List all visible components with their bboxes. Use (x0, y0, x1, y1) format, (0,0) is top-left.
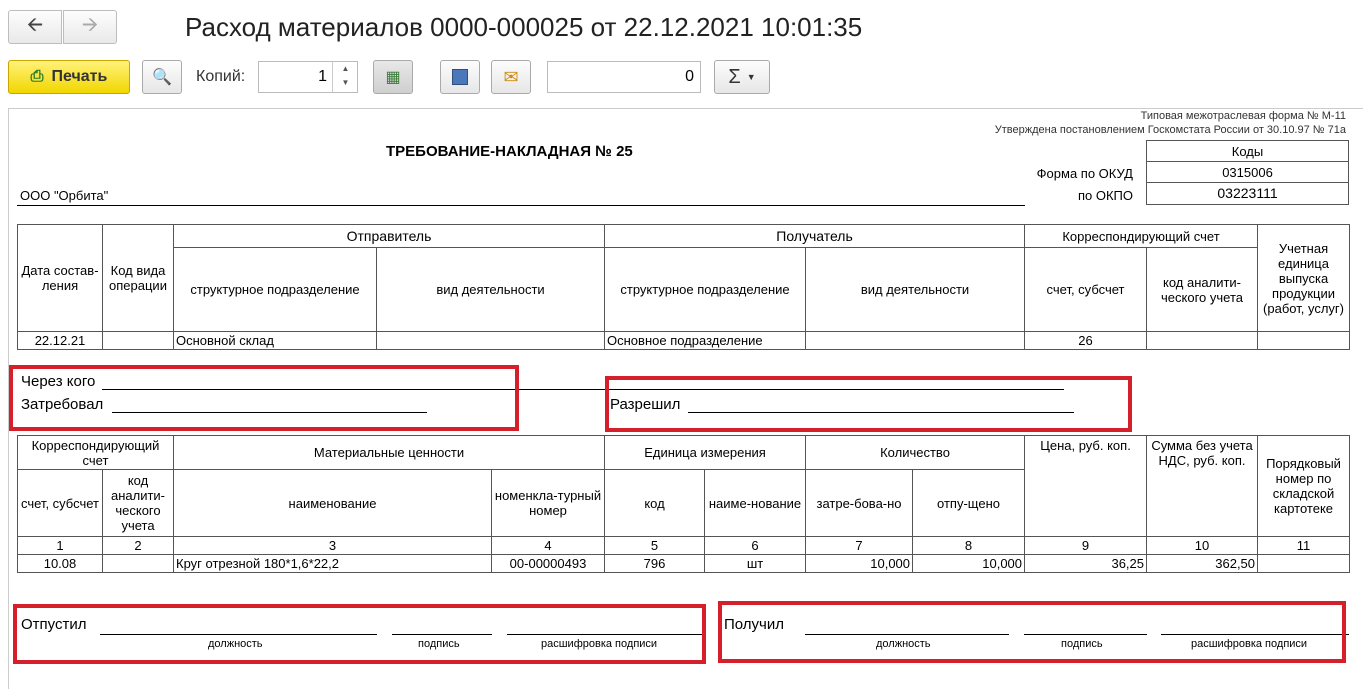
col2-corr-account: Корреспондирующий счет (18, 436, 174, 470)
col-receiver: Получатель (605, 225, 1025, 248)
cell2-unit-name: шт (705, 555, 806, 573)
print-button[interactable] (8, 60, 130, 94)
cell-sender-struct: Основной склад (174, 332, 377, 350)
cell-analytic (1147, 332, 1258, 350)
col-output-unit: Учетная единица выпуска продукции (работ, услуг) (1258, 225, 1350, 332)
cell-unit (1258, 332, 1350, 350)
col2-unit-name: наиме-нование (705, 470, 806, 537)
highlight-box-released (13, 604, 706, 664)
stepper-down-icon[interactable]: ▼ (341, 78, 350, 87)
okud-label: Форма по ОКУД (1036, 166, 1133, 181)
col-receiver-struct: структурное подразделение (605, 248, 806, 332)
sum-value: 0 (685, 68, 694, 85)
col2-card-number: Порядковый номер по складской картотеке (1258, 436, 1350, 537)
cell2-released: 10,000 (913, 555, 1025, 573)
form-standard-line1: Типовая межотраслевая форма № М-11 (1140, 110, 1346, 122)
sum-field[interactable] (547, 61, 701, 93)
cell2-account: 10.08 (18, 555, 103, 573)
col-num: 10 (1147, 537, 1258, 555)
through-label: Через кого (21, 373, 96, 390)
printer-icon: ⎙ (30, 68, 44, 85)
back-button[interactable] (8, 10, 62, 44)
envelope-icon: ✉ (503, 66, 519, 87)
col-operation-type: Код вида операции (103, 225, 174, 332)
highlight-box-received (718, 601, 1346, 663)
forward-button[interactable] (63, 10, 117, 44)
released-by-label: Отпустил (21, 616, 87, 633)
col-sender-struct: структурное подразделение (174, 248, 377, 332)
col-sender: Отправитель (174, 225, 605, 248)
col-num: 4 (492, 537, 605, 555)
col-num: 6 (705, 537, 806, 555)
print-button-label: Печать (51, 68, 108, 85)
cell-date: 22.12.21 (18, 332, 103, 350)
cell-receiver-struct: Основное подразделение (605, 332, 806, 350)
save-button[interactable] (440, 60, 480, 94)
organization-name: ООО "Орбита" (20, 188, 109, 203)
codes-table (1146, 140, 1349, 205)
form-standard-line2: Утверждена постановлением Госкомстата России от 30.10.97 № 71а (994, 124, 1346, 136)
col-sender-activity: вид деятельности (377, 248, 605, 332)
col2-sum: Сумма без учета НДС, руб. коп. (1147, 436, 1258, 537)
col2-unit: Единица измерения (605, 436, 806, 470)
col2-name: наименование (174, 470, 492, 537)
col-corr-account: Корреспондирующий счет (1025, 225, 1258, 248)
okpo-value: 03223111 (1147, 183, 1349, 205)
edit-button[interactable] (373, 60, 413, 94)
document-title: ТРЕБОВАНИЕ-НАКЛАДНАЯ № 25 (386, 143, 633, 160)
allowed-label: Разрешил (610, 396, 681, 413)
chevron-down-icon: ▼ (746, 72, 756, 82)
col2-released: отпу-щено (913, 470, 1025, 537)
magnifier-icon: 🔍 (152, 69, 172, 86)
col-num: 7 (806, 537, 913, 555)
released-decoding-caption: расшифровка подписи (541, 638, 658, 650)
cell2-card (1258, 555, 1350, 573)
arrow-left-icon: 🡨 (26, 14, 44, 36)
edit-table-icon: ▦ (385, 69, 401, 86)
cell2-analytic (103, 555, 174, 573)
table-row (18, 555, 1350, 573)
cell-optype (103, 332, 174, 350)
okpo-label: по ОКПО (1077, 188, 1133, 203)
preview-button[interactable] (142, 60, 182, 94)
col-num: 2 (103, 537, 174, 555)
email-button[interactable] (491, 60, 531, 94)
col-num: 11 (1258, 537, 1350, 555)
cell-receiver-activity (806, 332, 1025, 350)
col2-analytic: код аналити-ческого учета (103, 470, 174, 537)
floppy-disk-icon (452, 69, 468, 85)
copies-value: 1 (318, 68, 327, 85)
page-title: Расход материалов 0000-000025 от 22.12.2021 10:01:35 (185, 12, 863, 42)
okud-value: 0315006 (1147, 162, 1349, 183)
cell-sender-activity (377, 332, 605, 350)
column-numbers-row (18, 537, 1350, 555)
col-num: 5 (605, 537, 705, 555)
sum-menu-button[interactable] (714, 60, 770, 94)
col-num: 9 (1025, 537, 1147, 555)
cell2-code: 796 (605, 555, 705, 573)
copies-stepper[interactable] (332, 62, 358, 92)
organization-line (17, 205, 1025, 206)
col-num: 3 (174, 537, 492, 555)
released-signature-caption: подпись (418, 638, 460, 650)
col2-requested: затре-бова-но (806, 470, 913, 537)
col2-nomenclature: номенкла-турный номер (492, 470, 605, 537)
materials-table (17, 435, 1350, 573)
col-num: 1 (18, 537, 103, 555)
col-account: счет, субсчет (1025, 248, 1147, 332)
released-position-caption: должность (208, 638, 263, 650)
header-table (17, 224, 1350, 350)
cell2-name: Круг отрезной 180*1,6*22,2 (174, 555, 492, 573)
col2-code: код (605, 470, 705, 537)
col2-materials: Материальные ценности (174, 436, 605, 470)
highlight-box-requested (9, 365, 519, 431)
received-decoding-caption: расшифровка подписи (1191, 638, 1308, 650)
col-num: 8 (913, 537, 1025, 555)
cell-account: 26 (1025, 332, 1147, 350)
received-by-label: Получил (724, 616, 784, 633)
sigma-icon: Σ (728, 65, 741, 88)
table-row (18, 332, 1350, 350)
stepper-up-icon[interactable]: ▲ (341, 64, 350, 73)
received-signature-caption: подпись (1061, 638, 1103, 650)
codes-header: Коды (1147, 141, 1349, 162)
col-receiver-activity: вид деятельности (806, 248, 1025, 332)
col2-price: Цена, руб. коп. (1025, 436, 1147, 537)
requested-label: Затребовал (21, 396, 104, 413)
highlight-box-allowed (605, 376, 1132, 432)
cell2-price: 36,25 (1025, 555, 1147, 573)
copies-label: Копий: (196, 68, 246, 85)
col-analytic: код аналити-ческого учета (1147, 248, 1258, 332)
received-position-caption: должность (876, 638, 931, 650)
col2-quantity: Количество (806, 436, 1025, 470)
cell2-nomenclature: 00-00000493 (492, 555, 605, 573)
col-date: Дата состав-ления (18, 225, 103, 332)
arrow-right-icon: 🡪 (81, 14, 99, 36)
col2-account: счет, субсчет (18, 470, 103, 537)
cell2-sum: 362,50 (1147, 555, 1258, 573)
cell2-requested: 10,000 (806, 555, 913, 573)
